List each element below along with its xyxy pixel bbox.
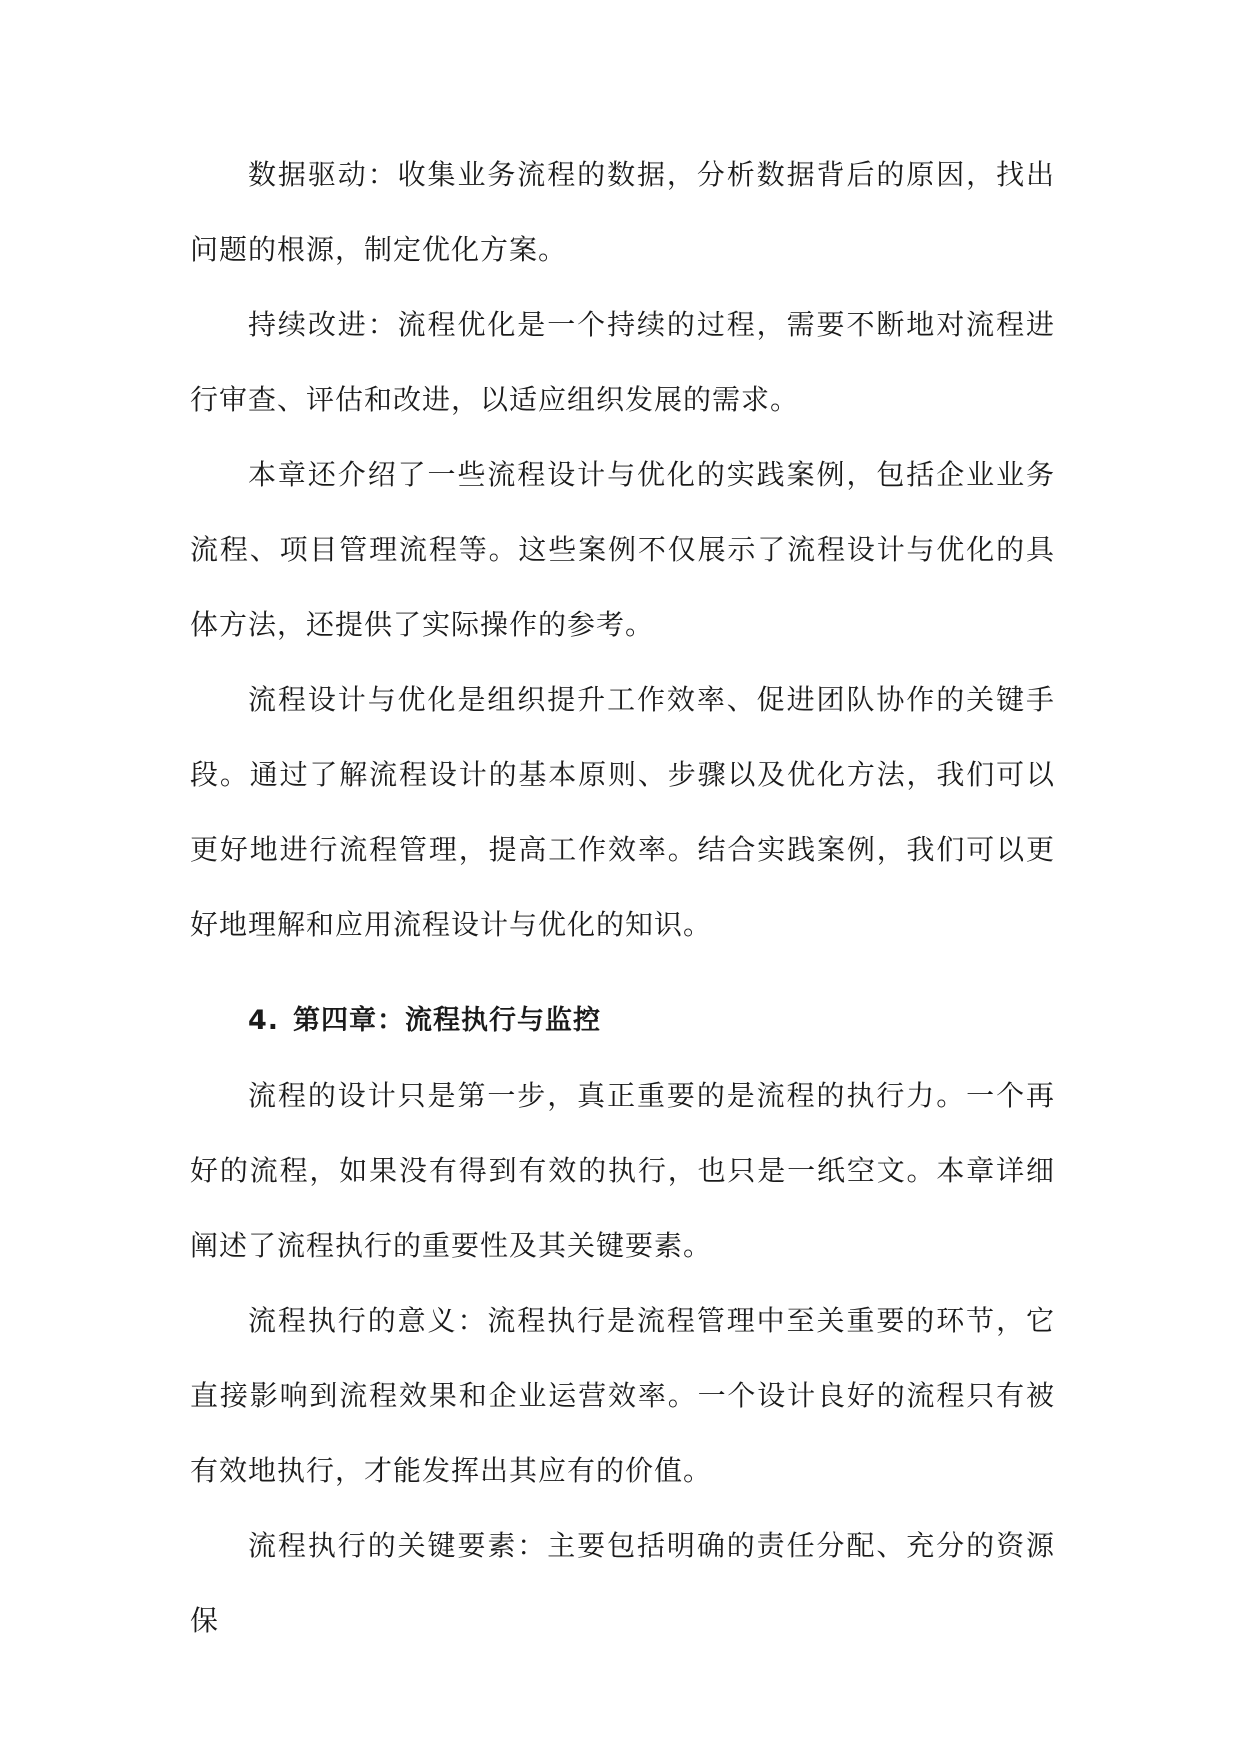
chapter-heading	[190, 983, 1055, 1058]
paragraph-execution-meaning: 流程执行的意义：流程执行是流程管理中至关重要的环节，它直接影响到流程效果和企业运营效率。一个设计良好的流程只有被有效地执行，才能发挥出其应有的价值。	[190, 1304, 1055, 1487]
paragraph-continuous-improvement: 持续改进：流程优化是一个持续的过程，需要不断地对流程进行审查、评估和改进，以适应组织发展的需求。	[190, 308, 1055, 416]
paragraph-practice-cases: 本章还介绍了一些流程设计与优化的实践案例，包括企业业务流程、项目管理流程等。这些案例不仅展示了流程设计与优化的具体方法，还提供了实际操作的参考。	[190, 458, 1055, 641]
chapter-number: 4.	[248, 1005, 280, 1036]
document-body	[190, 137, 1055, 1658]
paragraph-data-driven: 数据驱动：收集业务流程的数据，分析数据背后的原因，找出问题的根源，制定优化方案。	[190, 158, 1055, 266]
chapter-title: 第四章：流程执行与监控	[293, 1005, 602, 1036]
paragraph-chapter-summary: 流程设计与优化是组织提升工作效率、促进团队协作的关键手段。通过了解流程设计的基本原则、步骤以及优化方法，我们可以更好地进行流程管理，提高工作效率。结合实践案例，我们可以更好地理解和应用流程设计与优化的知识。	[190, 683, 1055, 941]
paragraph-execution-key-elements: 流程执行的关键要素：主要包括明确的责任分配、充分的资源保	[190, 1529, 1055, 1637]
paragraph-execution-intro: 流程的设计只是第一步，真正重要的是流程的执行力。一个再好的流程，如果没有得到有效的执行，也只是一纸空文。本章详细阐述了流程执行的重要性及其关键要素。	[190, 1079, 1055, 1262]
